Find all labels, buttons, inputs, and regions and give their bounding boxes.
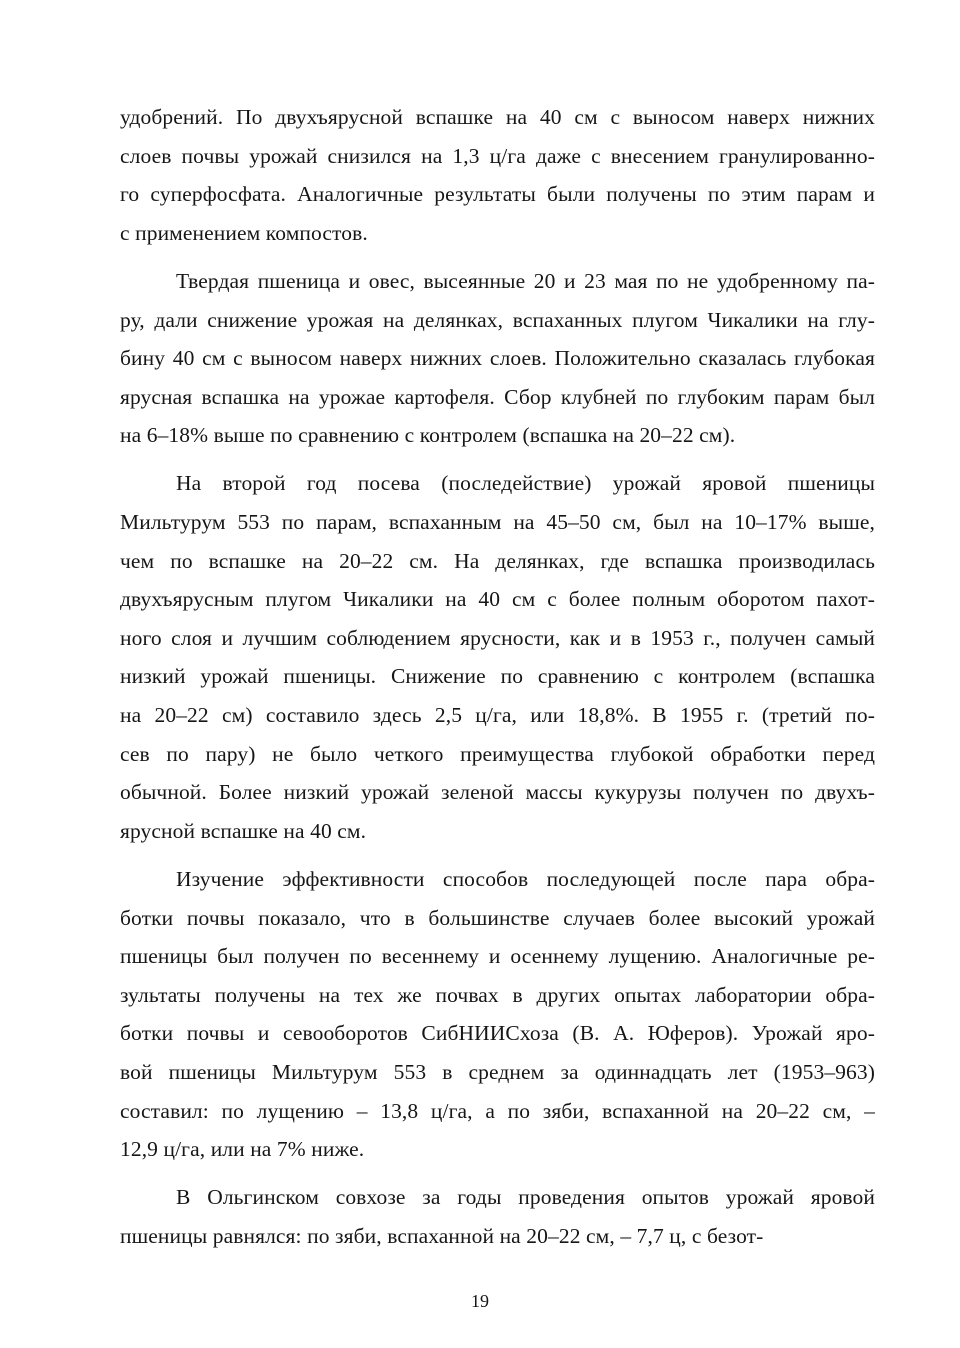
text-line: чем по вспашке на 20–22 см. На делянках, где вспашка производилась	[120, 548, 875, 573]
text-line: На второй год посева (последействие) урожай яровой пшеницы	[176, 471, 875, 496]
text-line: вой пшеницы Мильтурум 553 в среднем за одиннадцать лет (1953–963)	[120, 1059, 875, 1084]
text-line: ярусная вспашка на урожае картофеля. Сбор клубней по глубоким парам был	[120, 384, 875, 409]
text-line: сев по пару) не было четкого преимущества глубокой обработки перед	[120, 741, 875, 766]
text-line: го суперфосфата. Аналогичные результаты были получены по этим парам и	[120, 182, 875, 207]
text-line: на 20–22 см) составило здесь 2,5 ц/га, или 18,8%. В 1955 г. (третий по-	[120, 703, 875, 727]
text-line: на 6–18% выше по сравнению с контролем (вспашка на 20–22 см).	[120, 423, 736, 448]
text-line: с применением компостов.	[120, 220, 368, 245]
text-line: ру, дали снижение урожая на делянках, вспаханных плугом Чикалики на глу-	[120, 307, 875, 332]
page-number: 19	[471, 1291, 489, 1311]
text-line: пшеницы равнялся: по зяби, вспаханной на 20–22 см, – 7,7 ц, с безот-	[120, 1223, 764, 1248]
text-line: ярусной вспашке на 40 см.	[120, 818, 367, 843]
text-line: ного слоя и лучшим соблюдением ярусности, как и в 1953 г., получен самый	[120, 625, 875, 650]
text-line: бину 40 см с выносом наверх нижних слоев. Положительно сказалась глубокая	[120, 346, 875, 371]
text-line: В Ольгинском совхозе за годы проведения опытов урожай яровой	[176, 1185, 875, 1210]
text-line: Твердая пшеница и овес, высеянные 20 и 23 мая по не удобренному па-	[176, 268, 875, 293]
text-line: низкий урожай пшеницы. Снижение по сравнению с контролем (вспашка	[120, 664, 875, 689]
text-line: слоев почвы урожай снизился на 1,3 ц/га даже с внесением гранулированно-	[120, 143, 875, 168]
text-line: ботки почвы и севооборотов СибНИИСхоза (В. А. Юферов). Урожай яро-	[120, 1021, 875, 1046]
text-line: ботки почвы показало, что в большинстве случаев более высокий урожай	[120, 905, 875, 930]
text-line: 12,9 ц/га, или на 7% ниже.	[120, 1137, 365, 1162]
text-line: удобрений. По двухъярусной вспашке на 40 см с выносом наверх нижних	[120, 105, 875, 129]
text-line: двухъярусным плугом Чикалики на 40 см с более полным оборотом пахот-	[120, 587, 875, 612]
text-line: обычной. Более низкий урожай зеленой массы кукурузы получен по двухъ-	[120, 780, 875, 805]
text-line: пшеницы был получен по весеннему и осеннему лущению. Аналогичные ре-	[120, 944, 875, 969]
text-line: составил: по лущению – 13,8 ц/га, а по зяби, вспаханной на 20–22 см, –	[120, 1098, 875, 1123]
text-line: зультаты получены на тех же почвах в других опытах лаборатории обра-	[120, 982, 875, 1007]
text-line: Изучение эффективности способов последующей после пара обра-	[176, 866, 875, 891]
text-line: Мильтурум 553 по парам, вспаханным на 45–50 см, был на 10–17% выше,	[120, 510, 875, 534]
